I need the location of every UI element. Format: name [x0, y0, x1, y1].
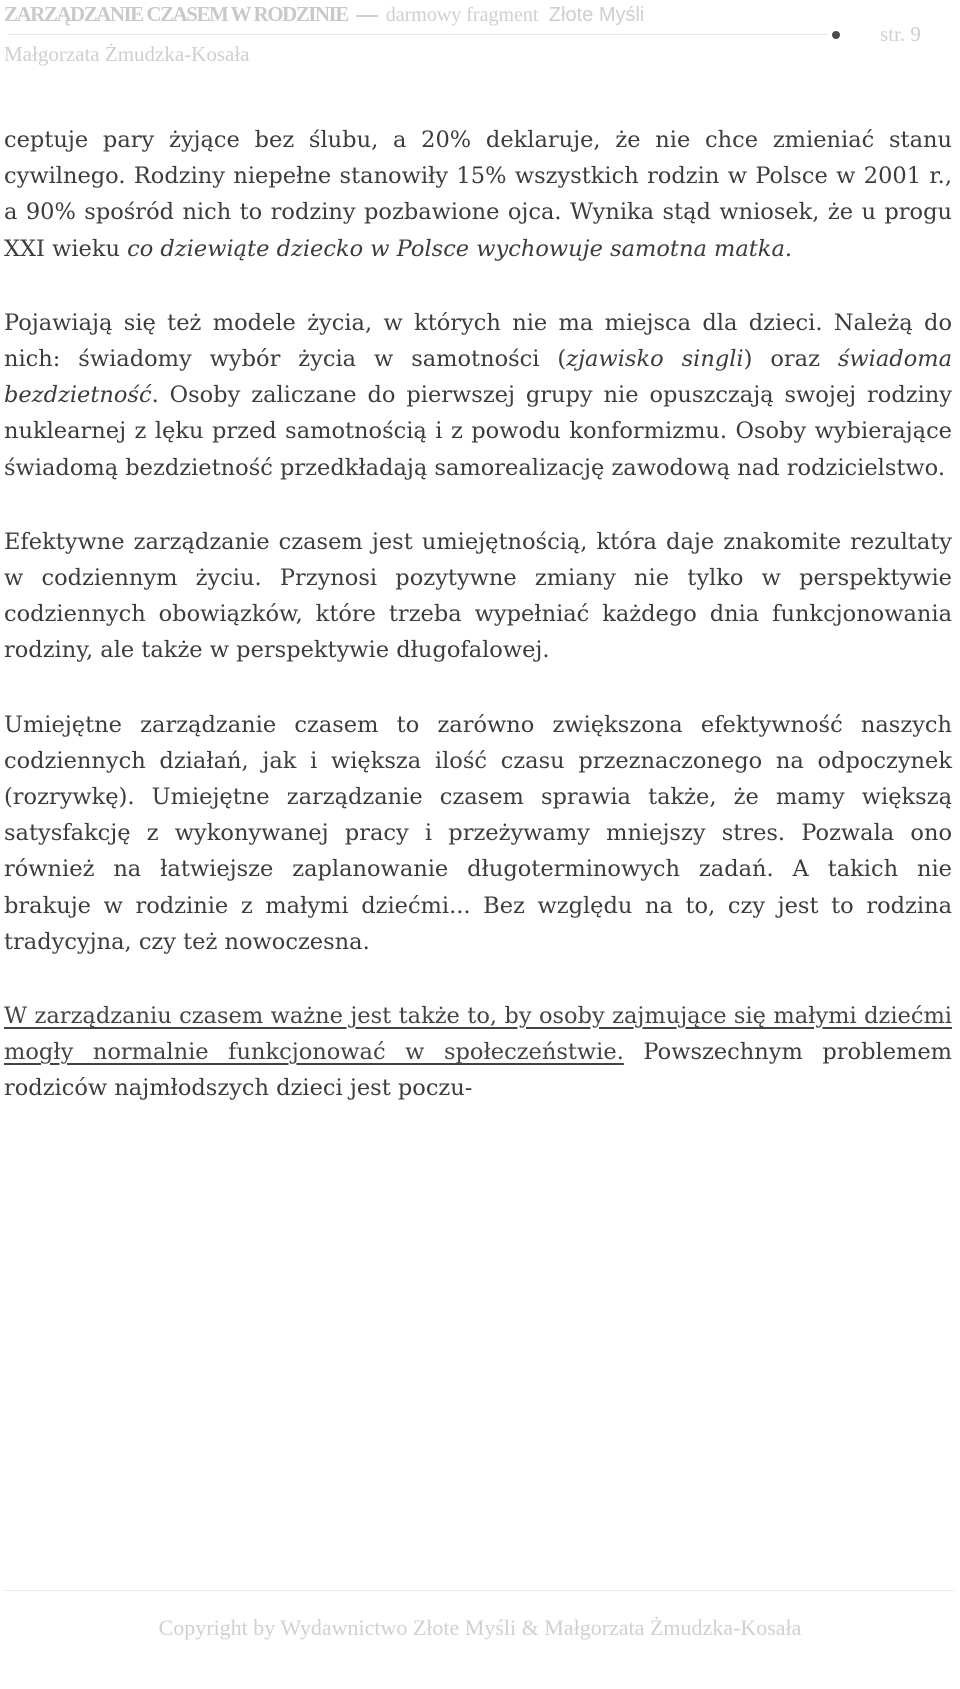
body-paragraph: [4, 122, 952, 267]
header-author: Małgorzata Żmudzka-Kosała: [4, 42, 250, 66]
paragraph-text: ceptuje pary żyjące bez ślubu, a 20% deklaruje, że nie chce zmieniać stanu cywilnego. Rodziny niepełne stanowiły 15% wszystkich rodzin w Polsce w 2001 r., a 90% spośród nich to rodziny pozbawione ojca. Wynika stąd wniosek, że u progu XXI wieku: [4, 127, 952, 262]
page-header: [4, 2, 944, 72]
header-subtitle: darmowy fragment: [385, 4, 539, 26]
emphasized-text: co dziewiąte dziecko w Polsce wychowuje samotna matka.: [127, 235, 793, 262]
body-paragraph: [4, 998, 952, 1107]
body-paragraph: [4, 707, 952, 960]
paragraph-text: . Osoby zaliczane do pierwszej grupy nie opuszczają swojej rodziny nuklearnej z lęku przed samotnością i z powodu konformizmu. Osoby wybierające świadomą bezdzietność przedkładają samorealizację zawodową nad rodzicielstwo.: [4, 382, 952, 481]
publisher-brand: Złote Myśli: [548, 4, 645, 26]
paragraph-text: Powszechnym problemem rodziców najmłodszych dzieci jest poczu-: [4, 1039, 952, 1102]
page-number: str. 9: [880, 22, 921, 46]
body-paragraph: [4, 305, 952, 486]
paragraph-text: ) oraz: [743, 346, 838, 373]
footer-rule: [4, 1590, 954, 1591]
header-bullet-icon: [832, 31, 840, 39]
underlined-text: W zarządzaniu czasem ważne jest także to, by osoby zajmujące się małymi dziećmi mogły normalnie funkcjonować w społeczeństwie.: [4, 1003, 952, 1066]
emphasized-text: świadoma bezdzietność: [4, 346, 952, 409]
header-rule: [8, 34, 828, 35]
footer-copyright: Copyright by Wydawnictwo Złote Myśli & Małgorzata Żmudzka-Kosała: [158, 1615, 802, 1640]
paragraph-text: Pojawiają się też modele życia, w których nie ma miejsca dla dzieci. Należą do nich: świadomy wybór życia w samotności (: [4, 309, 952, 373]
page-body: [4, 122, 952, 1107]
paragraph-text: Umiejętne zarządzanie czasem to zarówno zwiększona efektywność naszych codziennych działań, jak i większa ilość czasu przeznaczonego na odpoczynek (rozrywkę). Umiejętne zarządzanie czasem sprawia także, że mamy większą satysfakcję z wykonywanej pracy i przeżywamy mniejszy stres. Pozwala ono również na łatwiejsze zaplanowanie długoterminowych zadań. A takich nie brakuje w rodzinie z małymi dziećmi... Bez względu na to, czy jest to rodzina tradycyjna, czy też nowoczesna.: [4, 711, 952, 955]
emphasized-text: zjawisko singli: [566, 346, 744, 373]
body-paragraph: [4, 524, 952, 669]
header-title-line: [4, 2, 644, 27]
header-dash: [356, 15, 378, 17]
paragraph-text: Efektywne zarządzanie czasem jest umiejętnością, która daje znakomite rezultaty w codziennym życiu. Przynosi pozytywne zmiany nie tylko w perspektywie codziennych obowiązków, które trzeba wypełniać każdego dnia funkcjonowania rodziny, ale także w perspektywie długofalowej.: [4, 528, 952, 664]
book-title: ZARZĄDZANIE CZASEM W RODZINIE: [4, 2, 348, 26]
